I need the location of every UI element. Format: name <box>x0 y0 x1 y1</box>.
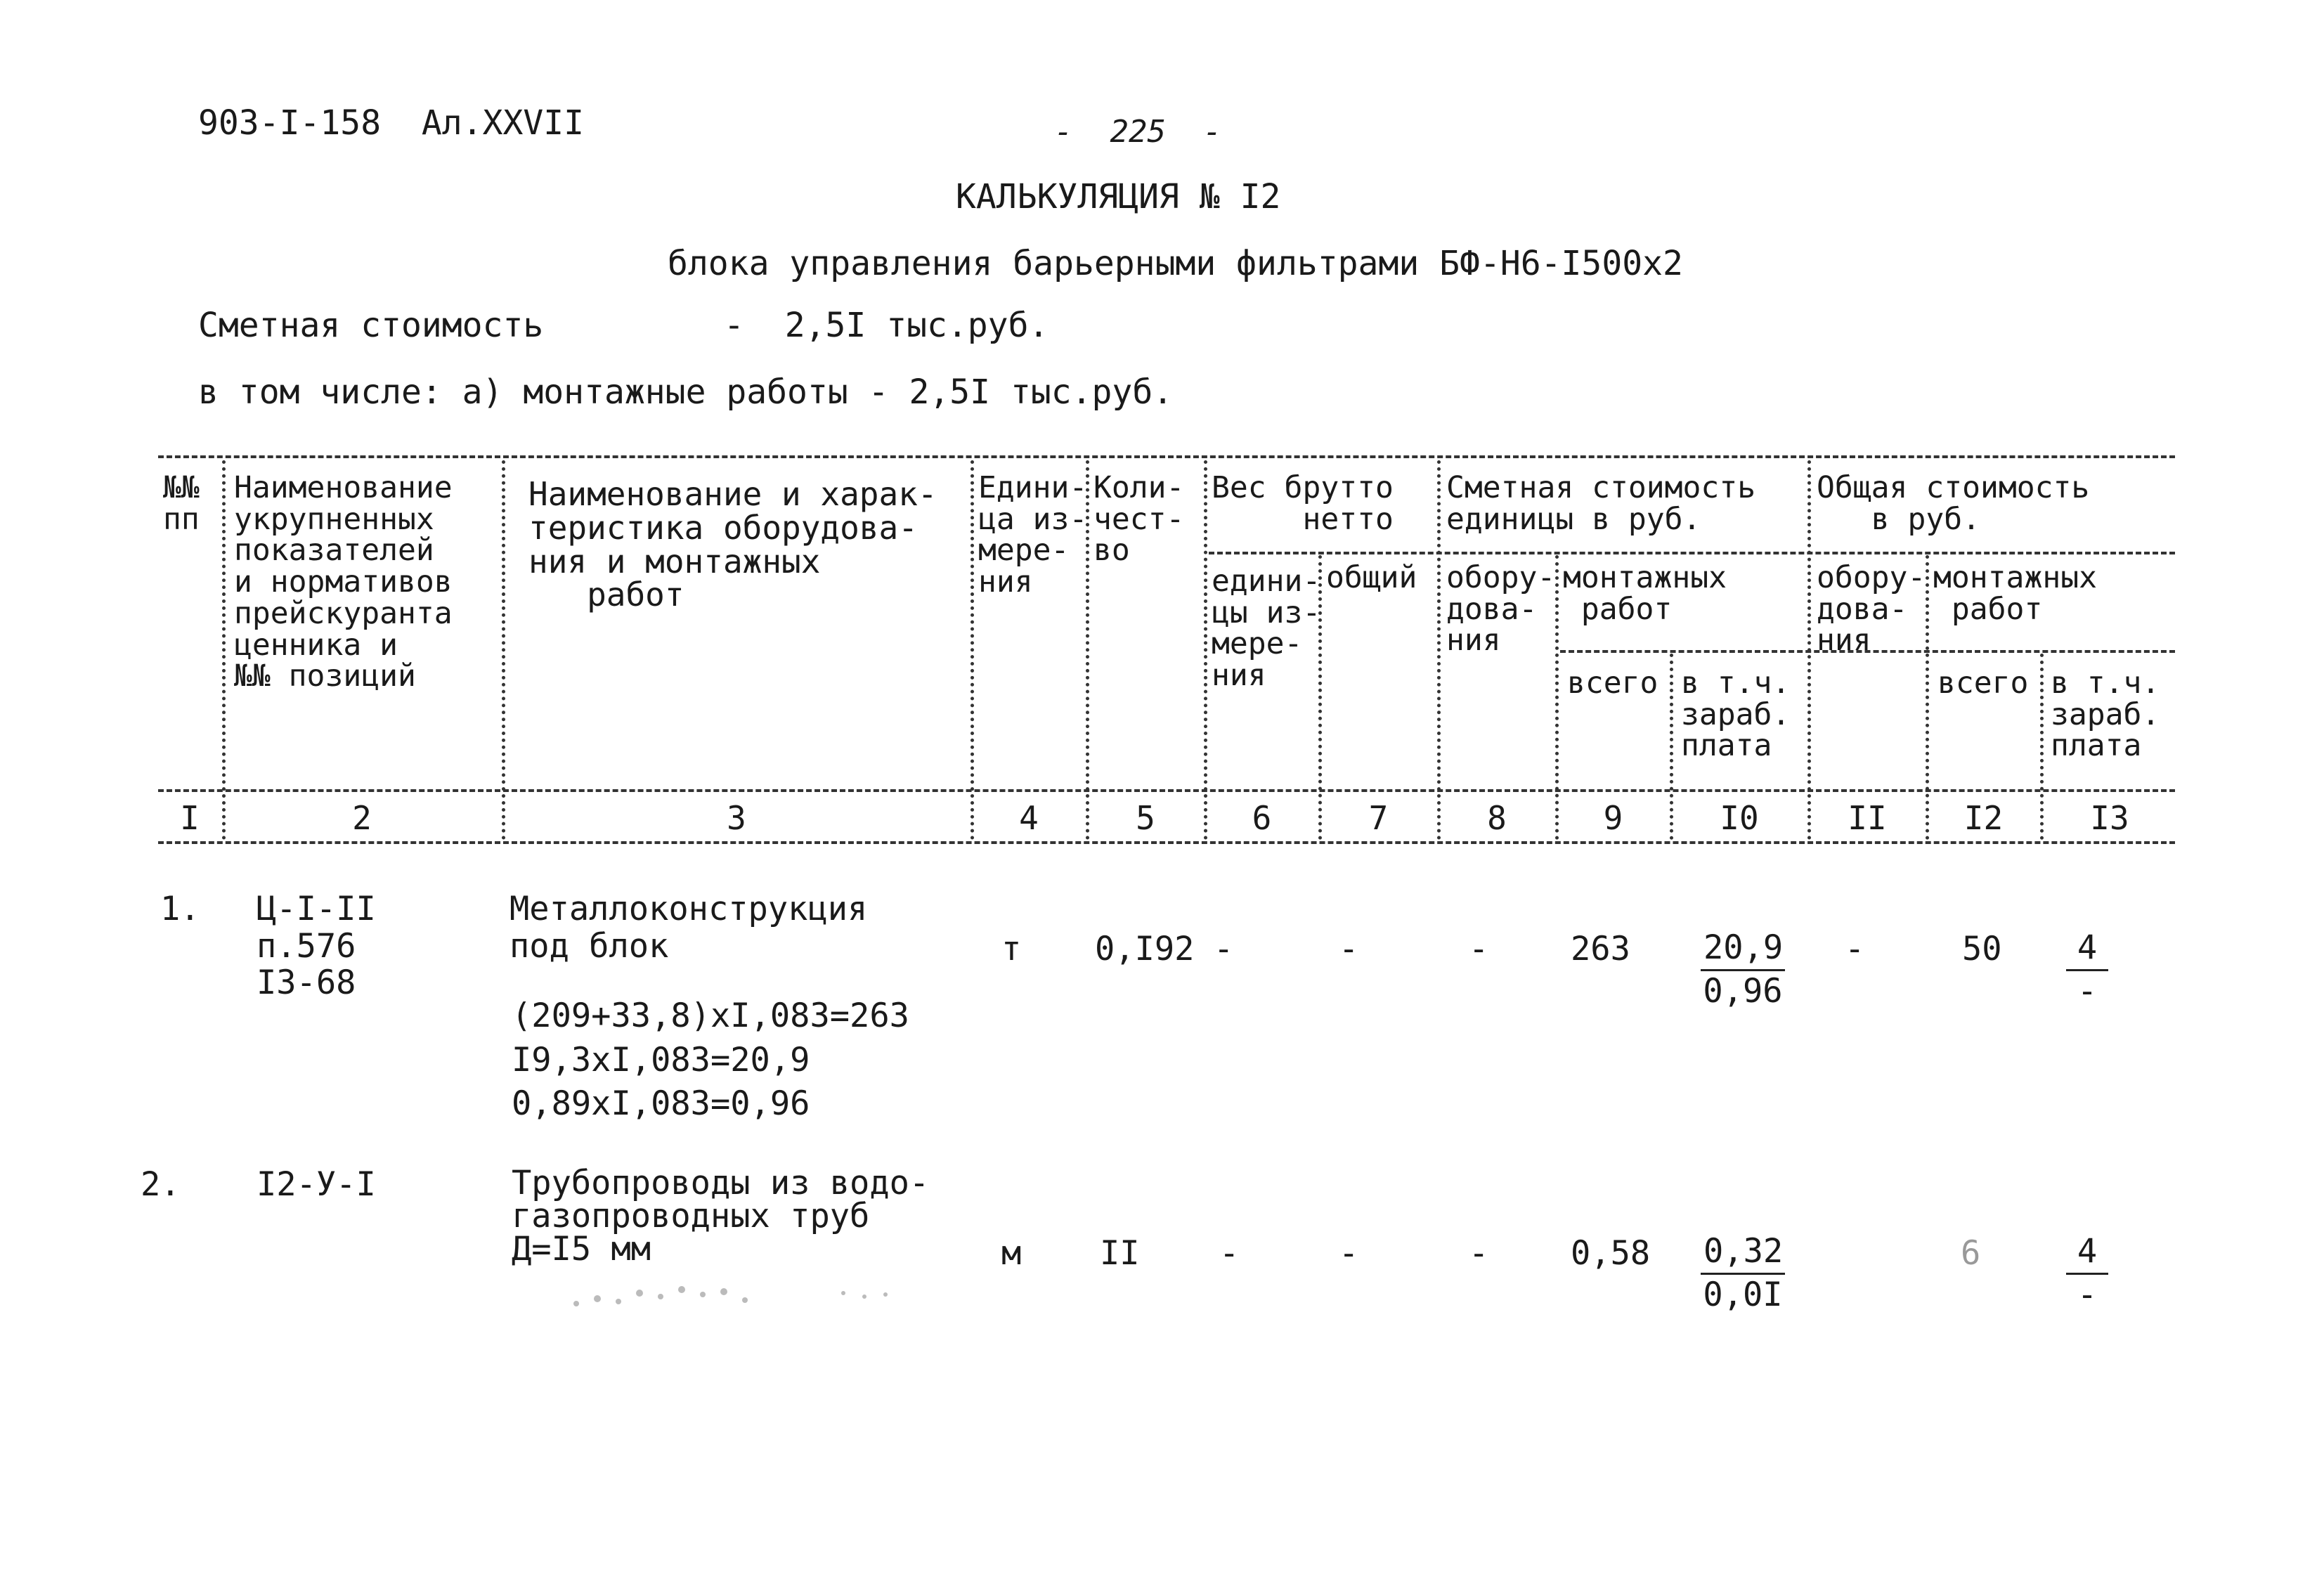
header-price-list-reference: Наименование укрупненных показателей и нормативов прейскуранта ценника и №№ позиций <box>234 470 453 694</box>
document-subtitle: блока управления барьерными фильтрами БФ-Н6-I500х2 <box>668 244 1683 283</box>
row-quantity: II <box>1100 1234 1140 1273</box>
col-sep-2 <box>502 460 505 840</box>
header-total-equipment: обору- дова- ния <box>1817 560 1926 658</box>
row-number: 1. <box>160 890 200 928</box>
col-sep-8 <box>1555 555 1559 840</box>
header-unit-mont-group: монтажных работ <box>1563 560 1727 627</box>
row-total-mont-cost: 50 <box>1962 930 2002 968</box>
row-number: 2. <box>141 1165 181 1204</box>
row-quantity: 0,I92 <box>1095 930 1195 968</box>
header-equipment-description: Наименование и харак- теристика оборудова- ния и монтажных работ <box>528 475 937 614</box>
table-column-number-rule <box>158 841 2175 844</box>
column-number-1: I <box>180 799 200 837</box>
row-price-code: I2-У-I <box>257 1165 376 1204</box>
including-line: в том числе: а) монтажные работы - 2,5I тыс.руб. <box>198 372 1174 412</box>
row-calculation: (209+33,8)хI,083=263 I9,3хI,083=20,9 0,89хI,083=0,96 <box>512 997 909 1123</box>
row-weight-unit: - <box>1219 1234 1240 1273</box>
row-total-mont-cost: 6 <box>1961 1234 1981 1273</box>
col-sep-7 <box>1437 460 1441 840</box>
column-number-13: I3 <box>2090 799 2129 837</box>
row-unit: м <box>1001 1234 1022 1273</box>
header-unit-cost-group: Сметная стоимость единицы в руб. <box>1446 470 1756 537</box>
estimate-label: Сметная стоимость <box>198 306 544 345</box>
header-total-mont-total: всего <box>1937 666 2029 701</box>
row-unit-wage-machinist: 0,0I <box>1703 1275 1783 1314</box>
column-number-8: 8 <box>1487 799 1507 837</box>
table-subheader-rule-weight <box>1209 552 2175 554</box>
row-weight-total: - <box>1339 1234 1359 1273</box>
row-unit-wage-total: 20,9 <box>1701 928 1785 971</box>
column-number-6: 6 <box>1252 799 1272 837</box>
row-unit-equipment-cost: - <box>1469 930 1489 968</box>
row-total-wage-total: 4 <box>2066 1231 2108 1275</box>
column-number-11: II <box>1848 799 1887 837</box>
row-total-wage-total: 4 <box>2066 928 2108 971</box>
row-description: Металлоконструкция под блок <box>509 890 868 966</box>
page-number: - 225 - <box>1054 114 1222 150</box>
column-number-2: 2 <box>352 799 372 837</box>
col-sep-11 <box>1926 555 1929 840</box>
header-unit-mont-wage: в т.ч. зараб. плата <box>1681 666 1791 764</box>
row-total-equipment-cost: - <box>1845 930 1865 968</box>
row-unit-mont-cost: 0,58 <box>1571 1234 1651 1273</box>
row-total-wage <box>2066 928 2108 1013</box>
row-price-code: Ц-I-II п.576 I3-68 <box>257 890 376 1003</box>
col-sep-1 <box>222 460 226 840</box>
col-sep-5 <box>1204 460 1207 840</box>
column-number-9: 9 <box>1603 799 1623 837</box>
header-weight-total: общий <box>1326 560 1417 595</box>
column-number-4: 4 <box>1019 799 1039 837</box>
header-unit-of-measure: Едини- ца из- мере- ния <box>978 470 1088 600</box>
col-sep-3 <box>971 460 974 840</box>
row-weight-total: - <box>1339 930 1359 968</box>
col-sep-10 <box>1807 460 1811 840</box>
header-weight-unit: едини- цы из- мере- ния <box>1212 564 1321 694</box>
header-quantity: Коли- чест- во <box>1093 470 1185 569</box>
row-weight-unit: - <box>1214 930 1234 968</box>
row-unit-equipment-cost: - <box>1469 1234 1489 1273</box>
row-total-wage-machinist: - <box>2077 1275 2098 1314</box>
row-total-wage-machinist: - <box>2077 971 2098 1011</box>
row-unit-wage-machinist: 0,96 <box>1703 971 1783 1011</box>
column-number-10: I0 <box>1720 799 1759 837</box>
header-unit-equipment: обору- дова- ния <box>1446 560 1556 658</box>
estimate-value: - 2,5I тыс.руб. <box>724 306 1049 345</box>
header-total-cost-group: Общая стоимость в руб. <box>1817 470 2090 537</box>
row-unit: т <box>1001 930 1022 968</box>
row-unit-mont-cost: 263 <box>1571 930 1630 968</box>
column-number-7: 7 <box>1368 799 1389 837</box>
header-unit-mont-total: всего <box>1567 666 1658 701</box>
table-header-bottom-rule <box>158 789 2175 792</box>
document-title: КАЛЬКУЛЯЦИЯ № I2 <box>956 177 1281 216</box>
header-weight-group: Вес брутто нетто <box>1212 470 1394 537</box>
header-total-mont-group: монтажных работ <box>1933 560 2097 627</box>
row-total-wage <box>2066 1231 2108 1316</box>
scan-smudge-graphic <box>548 1265 942 1328</box>
row-unit-wage <box>1701 1231 1785 1316</box>
header-row-number: №№ пп <box>163 470 200 537</box>
header-total-mont-wage: в т.ч. зараб. плата <box>2051 666 2160 764</box>
table-top-rule <box>158 455 2175 458</box>
row-unit-wage-total: 0,32 <box>1701 1231 1785 1275</box>
column-number-12: I2 <box>1963 799 2004 837</box>
column-number-5: 5 <box>1136 799 1155 837</box>
row-unit-wage <box>1701 928 1785 1013</box>
column-number-3: 3 <box>727 799 746 837</box>
document-code: 903-I-158 Ал.XXVII <box>198 103 585 143</box>
row-description: Трубопроводы из водо- газопроводных труб Д=I5 мм <box>512 1164 930 1268</box>
